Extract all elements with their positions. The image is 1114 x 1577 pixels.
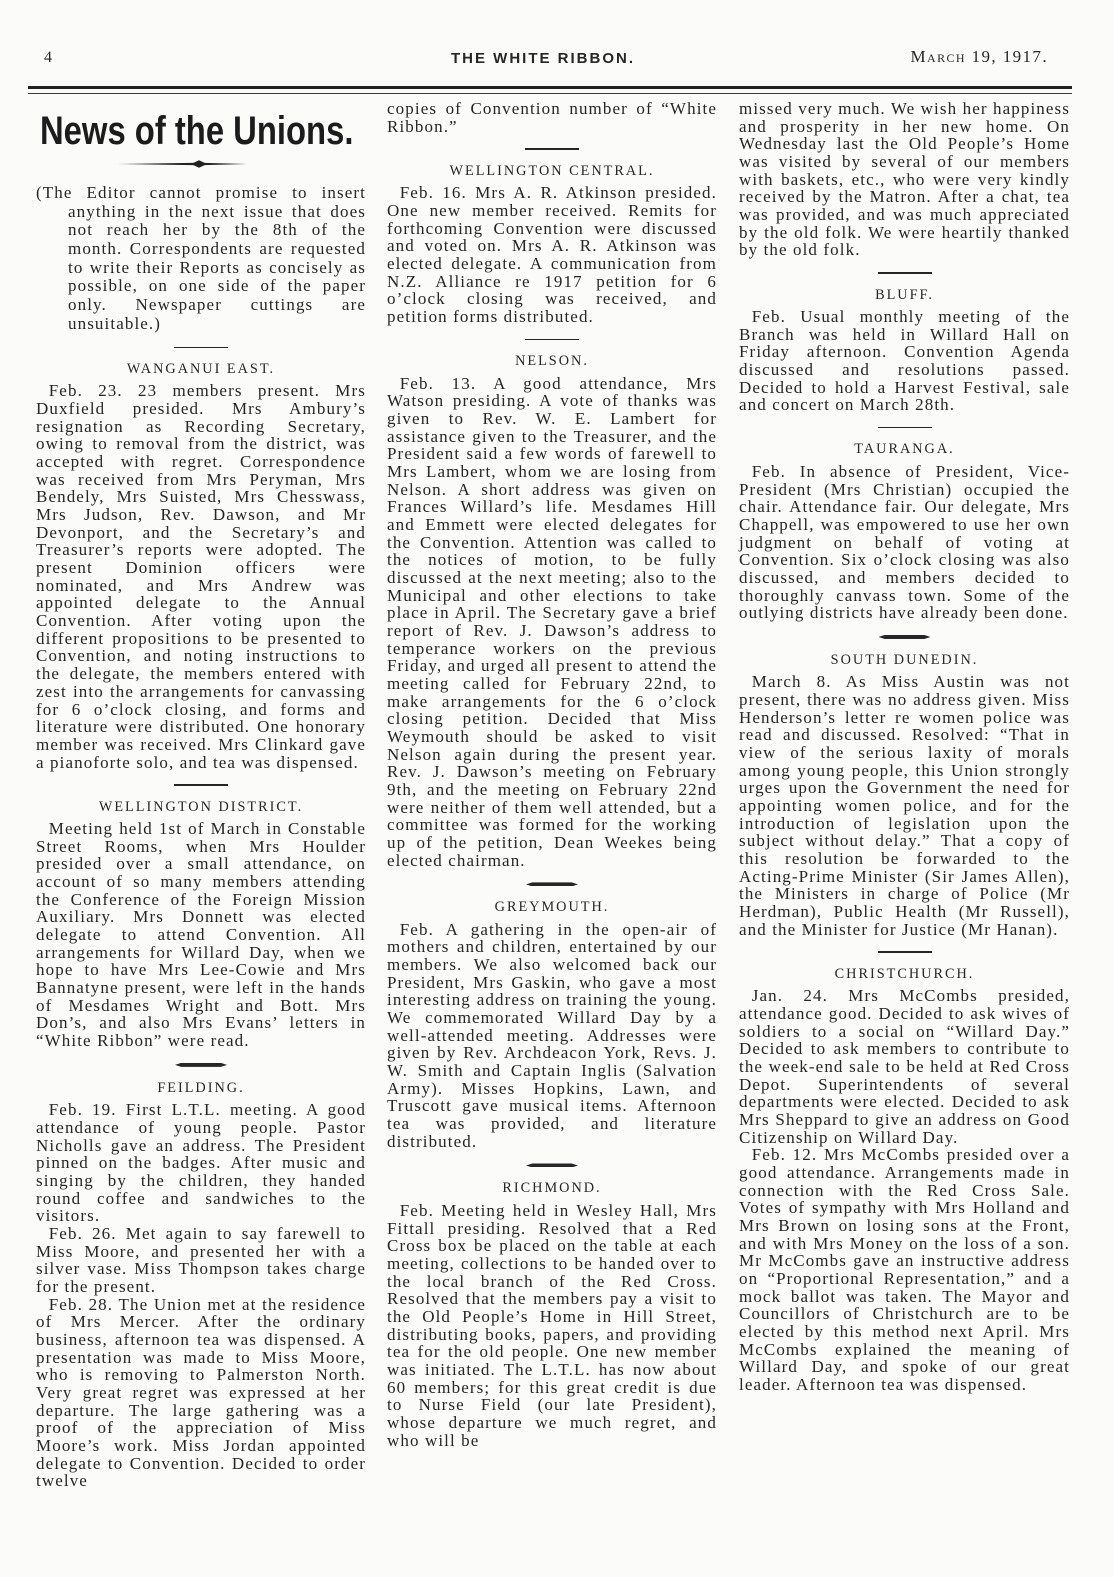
report-heading: BLUFF. (875, 286, 934, 303)
ornament-line (117, 163, 247, 165)
report-heading: GREYMOUTH. (494, 899, 610, 916)
column-2 (387, 100, 717, 1449)
union-report-tauranga (739, 427, 1070, 622)
issue-date: March 19, 1917. (910, 47, 1048, 66)
report-heading: SOUTH DUNEDIN. (830, 651, 979, 668)
report-paragraph: Feb. Usual monthly meeting of the Branch was held in Willard Hall on Friday afternoon. Convention Agenda discussed and resolutions passed. Decided to hold a Harvest Festival, sale and concert on March 28th. (739, 306, 1070, 415)
column-1 (36, 100, 366, 1490)
report-paragraph: Feb. 26. Met again to say farewell to Miss Moore, and presented her with a silver vase. Miss Thompson takes charge for the present. (36, 1223, 366, 1296)
section-separator (526, 882, 578, 886)
report-paragraph: Feb. 23. 23 members present. Mrs Duxfield presided. Mrs Ambury’s resignation as Recording Secretary, owing to removal from the district, was accepted with regret. Correspondence was received from Mrs Peryman, Mrs Bendely, Mrs Suisted, Mrs Chesswass, Mrs Judson, Rev. Dawson, and Mr Devonport, and the Secretary’s and Treasurer’s reports were adopted. The present Dominion officers were nominated, and Mrs Andrew was appointed delegate to the Annual Convention. After voting upon the different propositions to be presented to Convention, and noting instructions to the delegate, the members entered with zest into the arrangements for canvassing for 6 o’clock closing, and forms and literature were distributed. One honorary member was received. Mrs Clinkard gave a pianoforte solo, and tea was dispensed. (36, 381, 366, 772)
section-separator (175, 1063, 227, 1067)
union-report-richmond-continued (739, 100, 1070, 259)
section-separator (878, 272, 932, 274)
report-paragraph: Jan. 24. Mrs McCombs presided, attendance good. Decided to ask wives of soldiers to a social on “Willard Day.” Decided to ask members to contribute to the week-end sale to be held at Red Cross Depot. Superintendents of several departments were elected. Decided to ask Mrs Sheppard to give an address on Good Citizenship on Willard Day. (739, 986, 1070, 1147)
union-report-greymouth (387, 882, 717, 1150)
report-paragraph: Feb. In absence of President, Vice-President (Mrs Christian) occupied the chair. Attendance fair. Our delegate, Mrs Chappell, was empowered to use her own judgment on behalf of voting at Convention. Six o’clock closing was also discussed, and members decided to thoroughly canvass town. Some of the outlying districts have already been done. (739, 461, 1070, 623)
section-separator (174, 347, 228, 349)
report-paragraph: Feb. 13. A good attendance, Mrs Watson presiding. A vote of thanks was given to Rev. W. E. Lambert for assistance given to the Treasurer, and the President said a few words of farewell to Mrs Lambert, whom we are losing from Nelson. A short address was given on Frances Willard’s life. Mesdames Hill and Emmett were elected delegates for the Convention. Attention was called to the notices of motion, to be fully discussed at the next meeting; also to the Municipal and other elections to take place in April. The Secretary gave a brief report of Rev. J. Dawson’s address to temperance workers on the previous Friday, and urged all present to attend the meeting called for February 22nd, to make arrangements for the 6 o’clock closing petition. Decided that Miss Weymouth should be asked to visit Nelson again during the present year. Rev. J. Dawson’s meeting on February 9th, and the meeting on February 22nd were neither of them well attended, but a committee was formed for the working up of the petition, Dean Weekes being elected chairman. (387, 373, 717, 870)
union-report-feilding-continued (387, 100, 717, 135)
section-separator (174, 784, 228, 786)
section-separator (525, 339, 579, 341)
report-paragraph: Feb. A gathering in the open-air of mothers and children, entertained by our members. We also welcomed back our President, Mrs Gaskin, who gave a most interesting address on training the young. We commemorated Willard Day by a well-attended meeting. Addresses were given by Rev. Archdeacon York, Revs. J. W. Smith and Captain Inglis (Salvation Army). Misses Hopkins, Lawn, and Truscott gave musical items. Afternoon tea was provided, and literature distributed. (387, 919, 717, 1151)
page-number: 4 (44, 49, 52, 66)
publication-title: THE WHITE RIBBON. (451, 50, 635, 67)
header-rule-thick (28, 86, 1072, 89)
column-3 (739, 100, 1070, 1394)
report-paragraph: Feb. 16. Mrs A. R. Atkinson presided. One new member received. Remits for forthcoming Convention were discussed and voted on. Mrs A. R. Atkinson was elected delegate. A communication from N.Z. Alliance re 1917 petition for 6 o’clock closing was received, and petition forms distributed. (387, 183, 717, 326)
section-separator (878, 427, 932, 429)
section-separator (526, 1163, 578, 1167)
report-paragraph: Feb. 28. The Union met at the residence of Mrs Mercer. After the ordinary business, afternoon tea was dispensed. A presentation was made to Miss Moore, who is removing to Palmerston North. Very great regret was expressed at her departure. The large gathering was a proof of the appreciation of Miss Moore’s work. Miss Jordan appointed delegate to Convention. Decided to order twelve (36, 1294, 366, 1491)
report-paragraph: Meeting held 1st of March in Constable Street Rooms, when Mrs Houlder presided over a small attendance, on account of so many members attending the Conference of the Foreign Mission Auxiliary. Mrs Donnett was elected delegate to attend Convention. All arrangements for Willard Day, when we hope to have Mrs Lee-Cowie and Mrs Bannatyne present, were left in the hands of Mesdames Wright and Bott. Mrs Don’s, and also Mrs Evans’ letters in “White Ribbon” were read. (36, 819, 366, 1051)
report-heading: WELLINGTON DISTRICT. (98, 798, 304, 815)
report-paragraph: Feb. 19. First L.T.L. meeting. A good attendance of young people. Pastor Nicholls gave an address. The President pinned on the badges. After music and singing by the children, they handed round coffee and sandwiches to the visitors. (36, 1100, 366, 1226)
union-report-christchurch (739, 951, 1070, 1393)
report-paragraph: March 8. As Miss Austin was not present, there was no address given. Miss Henderson’s letter re women police was read and discussed. Resolved: “That in view of the serious laxity of morals among young people, this Union strongly urges upon the Government the need for appointing women police, and for the introduction of legislation upon the subject without delay.” That a copy of this resolution be forwarded to the Acting-Prime Minister (Sir James Allen), the Ministers in charge of Police (Mr Herdman), Public Health (Mr Russell), and the Minister for Justice (Mr Hanan). (739, 672, 1070, 939)
report-paragraph: Feb. Meeting held in Wesley Hall, Mrs Fittall presiding. Resolved that a Red Cross box be placed on the table at each meeting, collections to be handed over to the local branch of the Red Cross. Resolved that the members pay a visit to the Old People’s Home in Hill Street, distributing books, papers, and providing tea for the old people. One new member was initiated. The L.T.L. has now about 60 members; for this great credit is due to Nurse Field (our late President), whose departure we much regret, and who will be (387, 1200, 717, 1450)
union-report-south-dunedin (739, 635, 1070, 938)
report-paragraph: Feb. 12. Mrs McCombs presided over a good attendance. Arrangements made in connection with the Red Cross Sale. Votes of sympathy with Mrs Holland and Mrs Brown on losing sons at the Front, and with Mrs Money on the loss of a son. Mr McCombs gave an instructive address on “Proportional Representation,” and a mock ballot was taken. The Mayor and Councillors of Christchurch are to be elected by this method next April. Mrs McCombs explained the meaning of Willard Day, and spoke of our great leader. Afternoon tea was dispensed. (739, 1145, 1070, 1395)
union-report-richmond (387, 1163, 717, 1449)
section-title: News of the Unions. (40, 109, 354, 153)
report-heading: WANGANUI EAST. (126, 361, 276, 377)
report-heading: WELLINGTON CENTRAL. (449, 162, 655, 179)
union-report-wellington-central (387, 148, 717, 325)
union-report-wellington-district (36, 784, 366, 1050)
report-continuation: missed very much. We wish her happiness and prosperity in her new home. On Wednesday last the Old People’s Home was visited by several of our members with baskets, etc., who were very kindly received by the Matron. After a chat, tea was provided, and was much appreciated by the old folk. We were heartily thanked by the old folk. (739, 99, 1070, 260)
report-heading: RICHMOND. (502, 1180, 602, 1197)
ornament-diamond (191, 160, 207, 167)
union-report-feilding (36, 1063, 366, 1490)
report-heading: FEILDING. (157, 1079, 245, 1096)
section-separator (525, 148, 579, 150)
report-continuation: copies of Convention number of “White Ribbon.” (387, 99, 717, 136)
title-ornament-rule (117, 160, 247, 168)
editor-note: (The Editor cannot promise to insert anything in the next issue that does not reach her by the 8th of the month. Correspondents are requested to write their Reports as concisely as possible, on one side of the paper only. Newspaper cuttings are unsuitable.) (36, 183, 366, 333)
section-separator (878, 951, 932, 953)
union-report-wanganui-east (36, 347, 366, 772)
section-separator (879, 635, 931, 639)
header-rule-thin (28, 93, 1072, 94)
union-report-bluff (739, 272, 1070, 414)
report-heading: TAURANGA. (854, 441, 955, 458)
union-report-nelson (387, 339, 717, 870)
report-heading: CHRISTCHURCH. (834, 965, 975, 982)
report-heading: NELSON. (515, 353, 589, 370)
